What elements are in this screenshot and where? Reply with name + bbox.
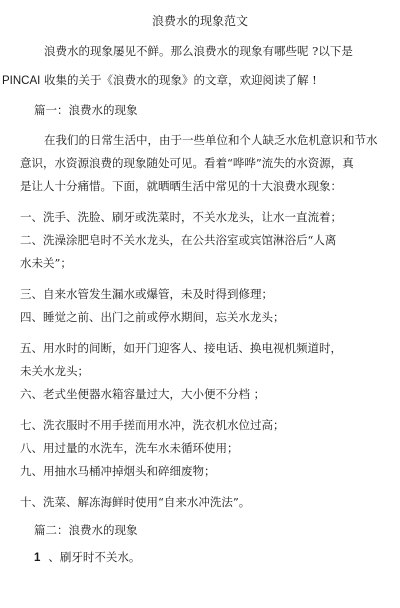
intro-line-2 <box>2 73 317 88</box>
item-text: 、刷牙时不关水。 <box>48 550 141 564</box>
list-item: 八、用过量的水洗车，洗车水未循环使用； <box>20 441 239 455</box>
list-item: 七、洗衣服时不用手搓而用水冲，洗衣机水位过高； <box>20 418 285 432</box>
list-item: 六、老式坐便器水箱容量过大，大小便不分档 ； <box>20 387 266 401</box>
section-1-paragraph-line: 意识，水资源浪费的现象随处可见。看着“哗哗”流失的水资源，真 <box>20 156 354 170</box>
list-item: 五、用水时的间断，如开门迎客人、接电话、换电视机频道时， <box>20 341 342 355</box>
document-title: 浪费水的现象范文 <box>151 14 248 28</box>
list-item-continuation: 未关水龙头； <box>20 364 89 378</box>
list-item: 四、睡觉之前、出门之前或停水期间，忘关水龙头； <box>20 310 285 324</box>
list-item-continuation: 水未关”； <box>20 256 72 270</box>
list-item: 九、用抽水马桶冲掉烟头和碎细废物； <box>20 464 216 478</box>
section-1-paragraph-line: 是让人十分痛惜。下面，就晒晒生活中常见的十大浪费水现象： <box>20 179 342 193</box>
item-number: 1 <box>34 552 41 564</box>
list-item: 二、洗澡涂肥皂时不关水龙头，在公共浴室或宾馆淋浴后“人离 <box>20 233 337 247</box>
intro-line-2-text: 收集的关于《浪费水的现象》的文章，欢迎阅读了解 ! <box>40 73 317 87</box>
intro-line-1: 浪费水的现象屡见不鲜。那么浪费水的现象有哪些呢 ?以下是 <box>44 44 353 58</box>
section-2-item <box>34 550 140 565</box>
source-brand: PINCAI <box>2 75 41 87</box>
list-item: 十、洗菜、解冻海鲜时使用“自来水冲洗法”。 <box>20 495 251 509</box>
section-1-heading: 篇一：浪费水的现象 <box>34 103 138 117</box>
list-item: 三、自来水管发生漏水或爆管，未及时得到修理； <box>20 287 273 301</box>
list-item: 一、洗手、洗脸、刷牙或洗菜时，不关水龙头，让水一直流着； <box>20 210 342 224</box>
section-1-paragraph-line: 在我们的日常生活中，由于一些单位和个人缺乏水危机意识和节水 <box>44 133 378 147</box>
section-2-heading: 篇二：浪费水的现象 <box>34 523 138 537</box>
